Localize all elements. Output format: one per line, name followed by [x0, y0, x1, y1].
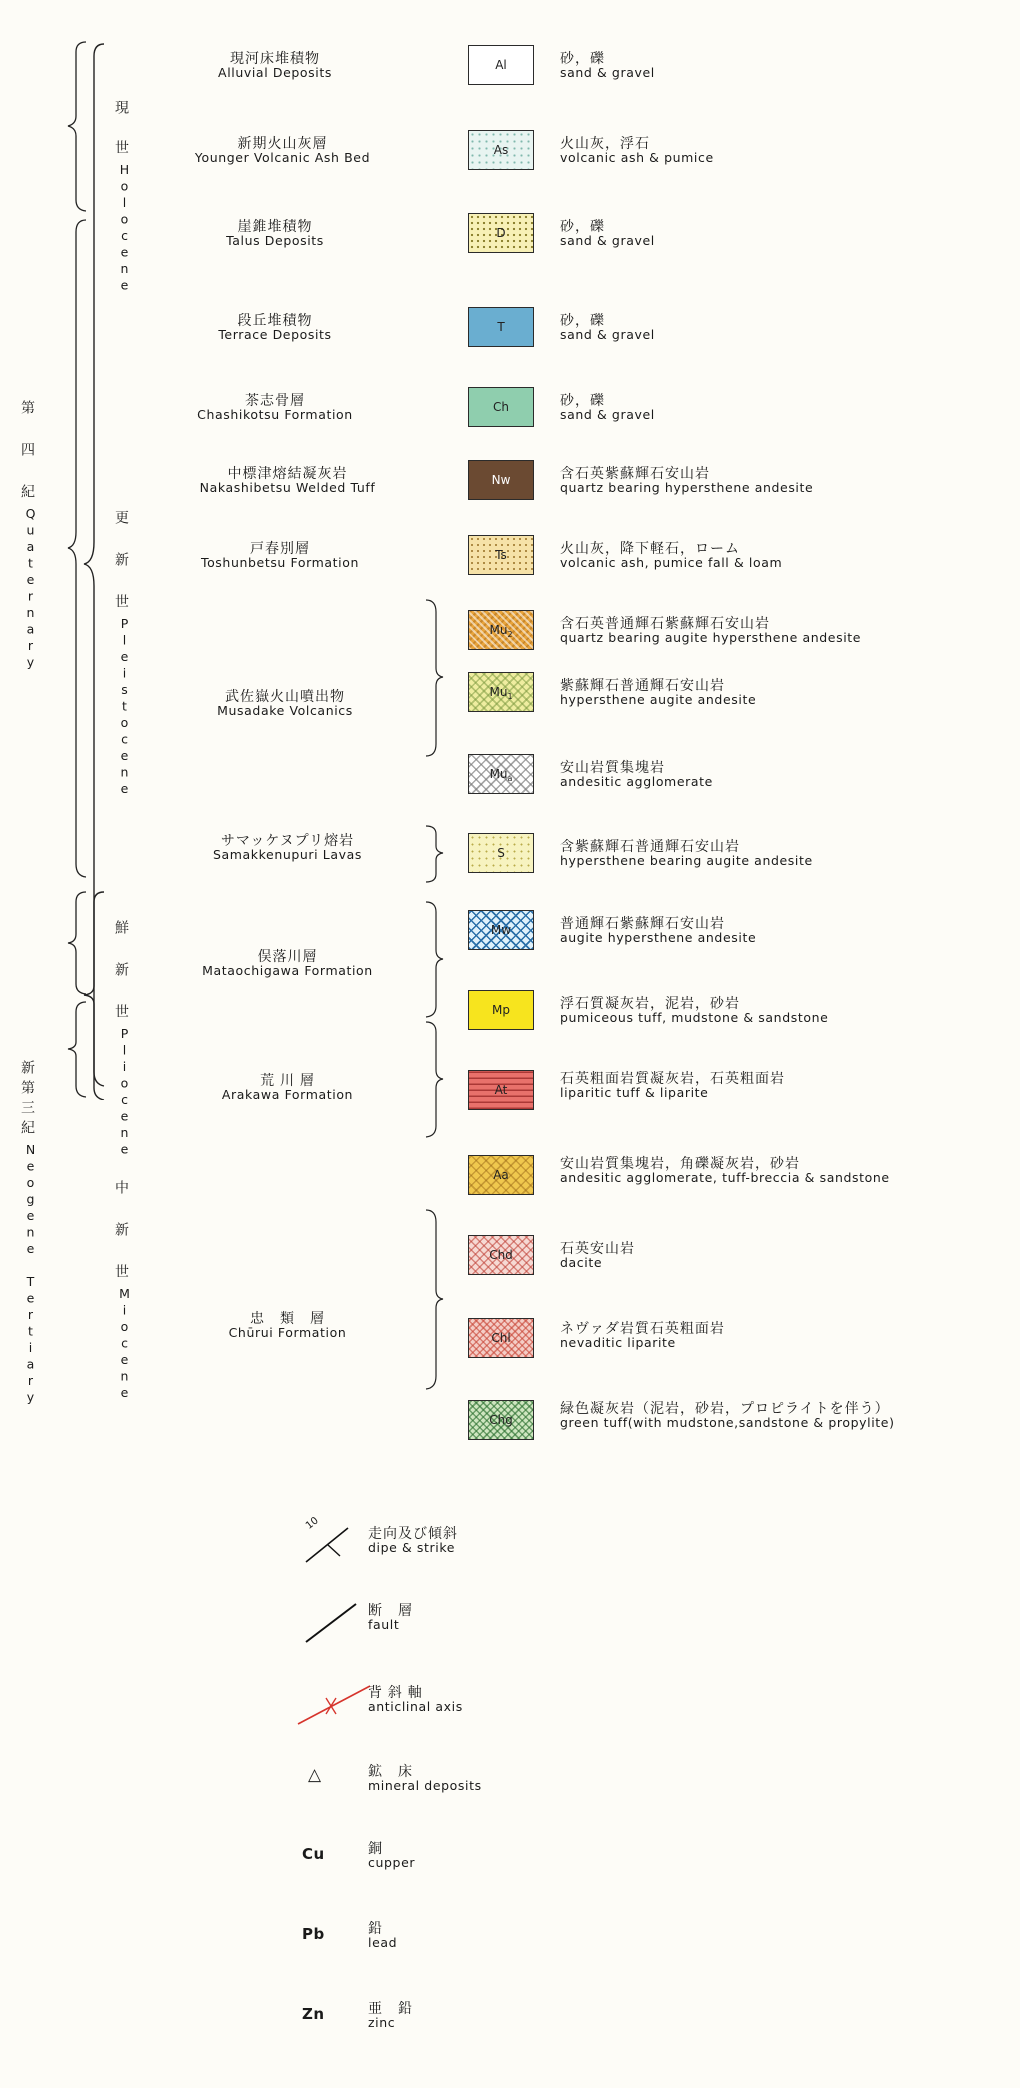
unit-name-jp-6: 戸春別層: [250, 540, 310, 556]
unit-symbol-12: Mp: [492, 1003, 510, 1017]
unit-desc-en-1: volcanic ash & pumice: [560, 150, 714, 166]
brace-miocene: [66, 1000, 88, 1098]
unit-name-en-13: Arakawa Formation: [221, 1087, 354, 1103]
unit-desc-jp-11: 普通輝石紫蘇輝石安山岩: [560, 915, 725, 931]
fault-line-icon: [300, 1600, 370, 1648]
unit-desc-en-7: quartz bearing augite hypersthene andesite: [560, 630, 862, 646]
unit-symbol-15: Chd: [489, 1248, 513, 1262]
unit-name-10: [155, 832, 420, 862]
unit-desc-13: [560, 1070, 785, 1100]
era-label-neogene-jp: 新第三紀: [20, 1060, 36, 1140]
anticlinal-axis-label-en: anticlinal axis: [368, 1699, 463, 1715]
unit-name-jp-5: 中標津熔結凝灰岩: [227, 465, 348, 481]
unit-desc-jp-17: 緑色凝灰岩（泥岩，砂岩，プロピライトを伴う）: [560, 1400, 890, 1416]
unit-symbol-box-6: [468, 535, 534, 575]
fault-label-jp: 断 層: [368, 1602, 413, 1618]
unit-symbol-3: T: [497, 320, 505, 334]
brace-arakawa-group: [424, 1020, 444, 1140]
unit-name-5: [155, 465, 420, 495]
brace-samakkenupuri-group: [424, 824, 444, 884]
unit-desc-7: [560, 615, 861, 645]
unit-desc-jp-13: 石英粗面岩質凝灰岩，石英粗面岩: [560, 1070, 785, 1086]
epoch-label-holocene-en: Holocene: [117, 162, 132, 294]
unit-symbol-sub-7: 2: [507, 630, 513, 639]
epoch-label-pliocene-en: Pliocene: [117, 1026, 132, 1158]
epoch-label-pleistocene-jp: 更 新 世: [114, 510, 130, 614]
unit-name-jp-7: 武佐嶽火山噴出物: [225, 688, 345, 704]
epoch-label-pliocene-jp: 鮮 新 世: [114, 920, 130, 1024]
copper-label: [368, 1840, 415, 1870]
unit-symbol-text-8: Mu: [489, 685, 508, 699]
lead-label-jp: 鉛: [368, 1920, 383, 1936]
unit-desc-jp-9: 安山岩質集塊岩: [560, 759, 665, 775]
unit-desc-en-0: sand & gravel: [560, 65, 655, 81]
unit-name-1: [155, 135, 410, 165]
copper-label-jp: 銅: [368, 1840, 383, 1856]
mineral-deposit-label: [368, 1763, 482, 1793]
unit-symbol-sub-8: 1: [507, 692, 513, 701]
unit-symbol-9: [490, 767, 513, 781]
unit-desc-14: [560, 1155, 890, 1185]
unit-name-3: [155, 312, 395, 342]
unit-symbol-14: Aa: [493, 1168, 509, 1182]
unit-name-en-10: Samakkenupuri Lavas: [212, 847, 363, 863]
unit-name-jp-0: 現河床堆積物: [230, 50, 320, 66]
unit-symbol-box-13: [468, 1070, 534, 1110]
unit-name-jp-13: 荒 川 層: [260, 1072, 315, 1088]
unit-symbol-box-11: [468, 910, 534, 950]
unit-symbol-11: Mw: [490, 923, 512, 937]
unit-symbol-8: [489, 685, 512, 699]
unit-desc-en-10: hypersthene bearing augite andesite: [560, 853, 813, 869]
unit-symbol-4: Ch: [493, 400, 509, 414]
unit-desc-15: [560, 1240, 635, 1270]
unit-name-en-11: Mataochigawa Formation: [202, 963, 373, 979]
unit-name-15: [155, 1310, 420, 1340]
unit-name-jp-10: サマッケヌプリ熔岩: [220, 832, 355, 848]
dip-strike-label-jp: 走向及び傾斜: [368, 1525, 458, 1541]
anticlinal-axis-label-jp: 背 斜 軸: [368, 1684, 423, 1700]
epoch-label-pliocene: [112, 920, 132, 1158]
unit-symbol-box-17: [468, 1400, 534, 1440]
unit-symbol-2: D: [496, 226, 506, 240]
unit-symbol-box-2: [468, 213, 534, 253]
epoch-label-miocene: [112, 1180, 132, 1402]
unit-desc-6: [560, 540, 782, 570]
unit-desc-jp-3: 砂，礫: [560, 312, 605, 328]
unit-symbol-box-8: [468, 672, 534, 712]
unit-symbol-text-7: Mu: [489, 623, 508, 637]
zinc-icon: Zn: [302, 2005, 325, 2023]
unit-symbol-6: Ts: [495, 548, 507, 562]
unit-symbol-box-5: [468, 460, 534, 500]
unit-desc-jp-14: 安山岩質集塊岩，角礫凝灰岩，砂岩: [560, 1155, 800, 1171]
copper-label-en: cupper: [368, 1855, 416, 1871]
dip-strike-value: 10: [303, 1515, 321, 1532]
unit-symbol-text-9: Mu: [489, 767, 508, 781]
unit-desc-1: [560, 135, 714, 165]
unit-symbol-sub-9: a: [507, 774, 513, 783]
zinc-label-en: zinc: [368, 2015, 396, 2031]
unit-desc-jp-12: 浮石質凝灰岩，泥岩，砂岩: [560, 995, 740, 1011]
unit-desc-jp-7: 含石英普通輝石紫蘇輝石安山岩: [560, 615, 770, 631]
unit-name-13: [155, 1072, 420, 1102]
unit-symbol-box-10: [468, 833, 534, 873]
unit-name-jp-15: 忠 類 層: [250, 1310, 325, 1326]
unit-desc-en-17: green tuff(with mudstone,sandstone & propylite): [560, 1415, 895, 1431]
lead-label-en: lead: [368, 1935, 398, 1951]
unit-symbol-box-12: [468, 990, 534, 1030]
unit-symbol-box-1: [468, 130, 534, 170]
unit-name-6: [155, 540, 405, 570]
unit-name-en-15: Chūrui Formation: [228, 1325, 347, 1341]
unit-desc-jp-8: 紫蘇輝石普通輝石安山岩: [560, 677, 725, 693]
unit-desc-jp-10: 含紫蘇輝石普通輝石安山岩: [560, 838, 740, 854]
unit-desc-jp-16: ネヴァダ岩質石英粗面岩: [560, 1320, 725, 1336]
copper-icon: Cu: [302, 1845, 325, 1863]
unit-symbol-box-15: [468, 1235, 534, 1275]
unit-name-en-1: Younger Volcanic Ash Bed: [194, 150, 371, 166]
era-label-quaternary-en: Quaternary: [23, 506, 38, 671]
epoch-label-miocene-jp: 中 新 世: [114, 1180, 130, 1284]
unit-desc-2: [560, 218, 655, 248]
unit-desc-en-2: sand & gravel: [560, 233, 655, 249]
fault-label-en: fault: [368, 1617, 400, 1633]
epoch-label-holocene: [112, 100, 132, 294]
era-label-quaternary: [18, 400, 38, 671]
unit-desc-16: [560, 1320, 725, 1350]
unit-desc-en-15: dacite: [560, 1255, 603, 1271]
unit-desc-10: [560, 838, 813, 868]
unit-desc-en-13: liparitic tuff & liparite: [560, 1085, 709, 1101]
unit-name-11: [155, 948, 420, 978]
unit-desc-en-11: augite hypersthene andesite: [560, 930, 757, 946]
unit-desc-en-16: nevaditic liparite: [560, 1335, 676, 1351]
lead-label: [368, 1920, 397, 1950]
mineral-deposit-label-en: mineral deposits: [368, 1778, 482, 1794]
unit-name-en-6: Toshunbetsu Formation: [200, 555, 360, 571]
unit-symbol-10: S: [497, 846, 505, 860]
unit-desc-en-14: andesitic agglomerate, tuff-breccia & sandstone: [560, 1170, 890, 1186]
brace-pleistocene: [66, 218, 88, 878]
epoch-label-pleistocene-en: Pleistocene: [117, 616, 132, 798]
unit-name-2: [155, 218, 395, 248]
mineral-deposit-label-jp: 鉱 床: [368, 1763, 413, 1779]
unit-desc-5: [560, 465, 813, 495]
unit-symbol-box-3: [468, 307, 534, 347]
unit-symbol-box-4: [468, 387, 534, 427]
unit-desc-en-9: andesitic agglomerate: [560, 774, 713, 790]
unit-name-jp-4: 茶志骨層: [245, 392, 305, 408]
unit-desc-jp-4: 砂，礫: [560, 392, 605, 408]
unit-name-4: [155, 392, 395, 422]
unit-desc-8: [560, 677, 756, 707]
brace-holocene: [66, 40, 88, 212]
unit-symbol-box-7: [468, 610, 534, 650]
unit-desc-11: [560, 915, 756, 945]
unit-symbol-box-14: [468, 1155, 534, 1195]
dip-strike-label-en: dipe & strike: [368, 1540, 456, 1556]
anticlinal-axis-label: [368, 1684, 463, 1714]
unit-symbol-box-9: [468, 754, 534, 794]
unit-symbol-13: At: [494, 1083, 508, 1097]
era-label-neogene-en: Neogene Tertiary: [23, 1142, 38, 1406]
brace-churui-group: [424, 1208, 444, 1393]
unit-desc-jp-2: 砂，礫: [560, 218, 605, 234]
unit-name-jp-11: 俣落川層: [257, 948, 318, 964]
unit-name-jp-3: 段丘堆積物: [237, 312, 313, 328]
unit-symbol-0: Al: [495, 58, 507, 72]
era-label-neogene: [18, 1060, 38, 1406]
unit-name-en-3: Terrace Deposits: [218, 327, 332, 343]
unit-symbol-5: Nw: [491, 473, 511, 487]
unit-symbol-box-16: [468, 1318, 534, 1358]
zinc-label: [368, 2000, 413, 2030]
brace-mataochigawa-group: [424, 900, 444, 1020]
unit-desc-jp-5: 含石英紫蘇輝石安山岩: [560, 465, 710, 481]
unit-symbol-7: [489, 623, 512, 637]
unit-desc-9: [560, 759, 713, 789]
epoch-label-holocene-jp: 現 世: [114, 100, 130, 160]
anticlinal-axis-icon: [292, 1682, 378, 1730]
unit-desc-en-4: sand & gravel: [560, 407, 655, 423]
mineral-deposit-icon: △: [308, 1765, 322, 1784]
unit-symbol-17: Chg: [489, 1413, 513, 1427]
unit-desc-12: [560, 995, 828, 1025]
unit-name-en-2: Talus Deposits: [226, 233, 324, 249]
unit-symbol-16: Chl: [491, 1331, 511, 1345]
unit-desc-en-3: sand & gravel: [560, 327, 655, 343]
unit-desc-en-12: pumiceous tuff, mudstone & sandstone: [560, 1010, 829, 1026]
brace-musadake-group: [424, 598, 444, 758]
unit-desc-jp-0: 砂，礫: [560, 50, 605, 66]
unit-name-jp-2: 崖錐堆積物: [237, 218, 313, 234]
unit-desc-jp-6: 火山灰，降下軽石，ローム: [560, 540, 740, 556]
unit-desc-jp-1: 火山灰，浮石: [560, 135, 650, 151]
unit-name-en-0: Alluvial Deposits: [218, 65, 332, 81]
unit-name-0: [155, 50, 395, 80]
unit-desc-3: [560, 312, 655, 342]
unit-name-7: [155, 688, 415, 718]
fault-label: [368, 1602, 413, 1632]
unit-symbol-1: As: [493, 143, 509, 157]
unit-name-en-5: Nakashibetsu Welded Tuff: [199, 480, 376, 496]
unit-name-jp-1: 新期火山灰層: [237, 135, 328, 151]
epoch-label-pleistocene: [112, 510, 132, 798]
unit-desc-en-6: volcanic ash, pumice fall & loam: [560, 555, 783, 571]
unit-desc-en-5: quartz bearing hypersthene andesite: [560, 480, 814, 496]
unit-desc-4: [560, 392, 655, 422]
dip-strike-label: [368, 1525, 458, 1555]
unit-symbol-box-0: [468, 45, 534, 85]
unit-desc-jp-15: 石英安山岩: [560, 1240, 635, 1256]
unit-desc-17: [560, 1400, 895, 1430]
brace-pliocene: [66, 890, 88, 995]
unit-desc-en-8: hypersthene augite andesite: [560, 692, 757, 708]
unit-name-en-4: Chashikotsu Formation: [197, 407, 353, 423]
era-label-quaternary-jp: 第 四 紀: [20, 400, 36, 504]
zinc-label-jp: 亜 鉛: [368, 2000, 413, 2016]
lead-icon: Pb: [302, 1925, 325, 1943]
epoch-label-miocene-en: Miocene: [117, 1286, 132, 1402]
unit-desc-0: [560, 50, 655, 80]
unit-name-en-7: Musadake Volcanics: [217, 703, 353, 719]
